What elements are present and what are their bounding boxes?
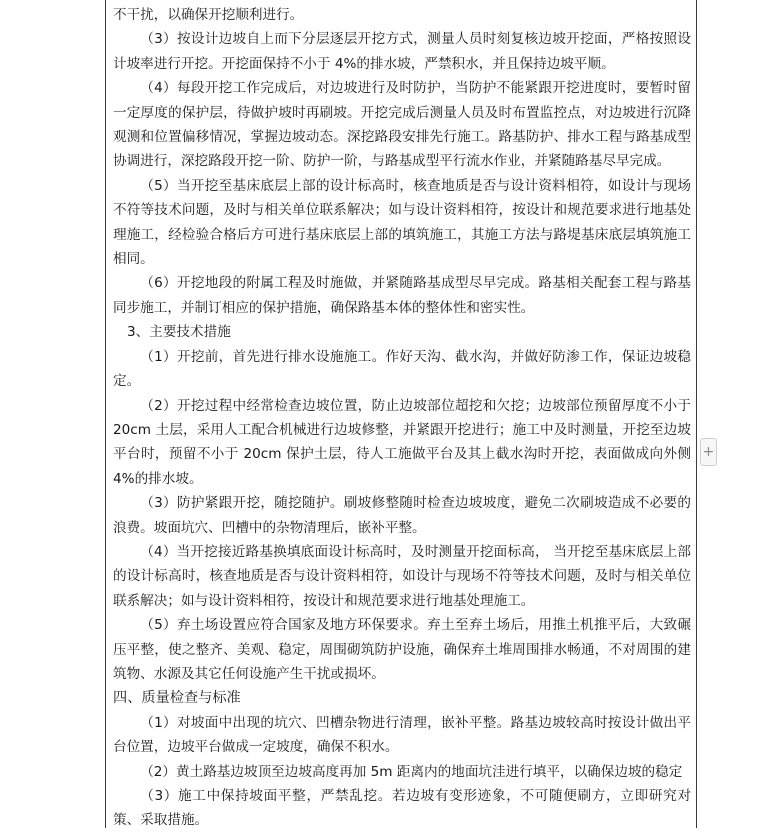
body-paragraph: （4）每段开挖工作完成后，对边坡进行及时防护，当防护不能紧跟开挖进度时，要暂时留一定厚度的保护层，待做护坡时再刷坡。开挖完成后测量人员及时布置监控点，对边坡进行沉降观测和位置偏移情况，掌握边坡动态。深挖路段安排先行施工。路基防护、排水工程与路基成型协调进行，深挖路段开挖一阶、防护一阶，与路基成型平行流水作业，并紧随路基尽早完成。 — [113, 80, 691, 170]
body-paragraph: （1）对坡面中出现的坑穴、凹槽杂物进行清理，嵌补平整。路基边坡较高时按设计做出平台位置，边坡平台做成一定坡度，确保不积水。 — [113, 714, 691, 756]
body-paragraph: （1）开挖前，首先进行排水设施施工。作好天沟、截水沟，并做好防渗工作，保证边坡稳定。 — [113, 348, 691, 390]
body-paragraph: （3）施工中保持坡面平整，严禁乱挖。若边坡有变形迹象，不可随便刷方，立即研究对策、采取措施。 — [113, 788, 691, 829]
body-paragraph: （5）弃土场设置应符合国家及地方环保要求。弃土至弃土场后，用推土机推平后，大致碾压平整，使之整齐、美观、稳定，周围砌筑防护设施，确保弃土堆周围排水畅通，不对周围的建筑物、水源及其它任何设施产生干扰或损坏。 — [113, 617, 691, 682]
body-paragraph: （2）开挖过程中经常检查边坡位置，防止边坡部位超挖和欠挖；边坡部位预留厚度不小于 20cm 土层，采用人工配合机械进行边坡修整，并紧跟开挖进行；施工中及时测量，开挖至边坡平台时，预留不小于 20cm 保护土层，待人工施做平台及其上截水沟时开挖，表面做成向外侧 4%的排水坡。 — [113, 397, 691, 487]
add-button[interactable] — [700, 438, 717, 466]
body-paragraph: （2）黄土路基边坡顶至边坡高度再加 5m 距离内的地面坑洼进行填平，以确保边坡的稳定 — [140, 763, 683, 780]
document-content — [113, 3, 691, 833]
body-paragraph: （6）开挖地段的附属工程及时施做，并紧随路基成型尽早完成。路基相关配套工程与路基同步施工，并制订相应的保护措施，确保路基本体的整体性和密实性。 — [113, 275, 691, 316]
plus-icon: + — [702, 444, 715, 460]
subsection-heading: 3、主要技术措施 — [127, 324, 231, 341]
body-paragraph: （3）防护紧跟开挖，随挖随护。刷坡修整随时检查边坡坡度，避免二次刷坡造成不必要的浪费。坡面坑穴、凹槽中的杂物清理后，嵌补平整。 — [113, 495, 691, 536]
body-paragraph: （3）按设计边坡自上而下分层逐层开挖方式，测量人员时刻复核边坡开挖面，严格按照设计坡率进行开挖。开挖面保持不小于 4%的排水坡，严禁积水，并且保持边坡平顺。 — [113, 31, 691, 72]
continued-paragraph: 不干扰，以确保开挖顺利进行。 — [113, 7, 304, 23]
section-heading: 四、质量检查与标准 — [113, 690, 241, 707]
body-paragraph: （4）当开挖接近路基换填底面设计标高时，及时测量开挖面标高， 当开挖至基床底层上部的设计标高时，核查地质是否与设计资料相符，如设计与现场不符等技术问题，及时与相关单位联系解决；如与设计资料相符，按设计和规范要求进行地基处理施工。 — [113, 543, 691, 609]
body-paragraph: （5）当开挖至基床底层上部的设计标高时，核查地质是否与设计资料相符，如设计与现场不符等技术问题，及时与相关单位联系解决；如与设计资料相符，按设计和规范要求进行地基处理施工，经检验合格后方可进行基床底层上部的填筑施工，其施工方法与路堤基床底层填筑施工相同。 — [113, 177, 691, 268]
